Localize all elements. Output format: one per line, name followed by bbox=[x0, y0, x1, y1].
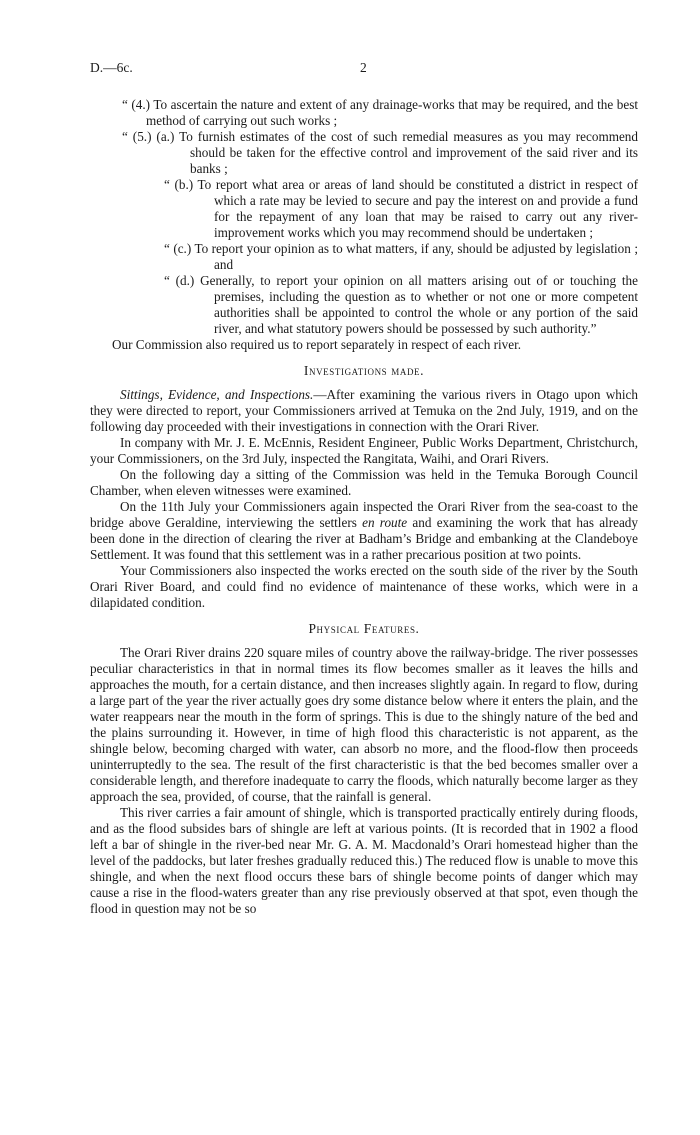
p4-text-start: On the 11th July your Commissioners again inspected the Orari River from the sea-coast to the bridge above Geraldine, interviewing the settlers bbox=[90, 499, 638, 530]
investigations-paragraph-1 bbox=[90, 387, 638, 435]
p4-text-end: and examining the work that has already been done in the direction of clearing the river at Badham’s Bridge and embanking at the Clandeboye Settlement. It was found that this settlement was in a rather precarious position at two points. bbox=[90, 515, 638, 562]
section-heading-physical-features: Physical Features. bbox=[308, 621, 420, 636]
physical-paragraph-2: This river carries a fair amount of shingle, which is transported practically entirely during floods, and as the flood subsides bars of shingle are left at various points. (It is recorded that in 1902 a flood left a bar of shingle in the river-bed near Mr. G. A. M. Macdonald’s Orari homestead higher than the level of the paddocks, but later freshes gradually reduced this.) The reduced flow is unable to move this shingle, and when the next flood occurs these bars of shingle become points of danger which may cause a rise in the flood-waters greater than any rise previously observed at that spot, even though the flood in question may not be so bbox=[90, 805, 638, 916]
investigations-paragraph-5: Your Commissioners also inspected the works erected on the south side of the river by the South Orari River Board, and could find no evidence of maintenance of these works, which were in a dilapidated condition. bbox=[90, 563, 638, 610]
terms-item-4: “ (4.) To ascertain the nature and extent of any drainage-works that may be required, and the best method of carrying out such works ; bbox=[122, 97, 638, 128]
p4-italic: en route bbox=[362, 515, 408, 530]
terms-closing: Our Commission also required us to report separately in respect of each river. bbox=[112, 337, 522, 352]
investigations-paragraph-2: In company with Mr. J. E. McEnnis, Resident Engineer, Public Works Department, Christchurch, your Commissioners, on the 3rd July, inspected the Rangitata, Waihi, and Orari Rivers. bbox=[90, 435, 638, 466]
sittings-label: Sittings, Evidence, and Inspections. bbox=[120, 387, 314, 402]
physical-paragraph-1: The Orari River drains 220 square miles of country above the railway-bridge. The river possesses peculiar characteristics in that in normal times its flow becomes smaller as it leaves the hills and approaches the mouth, for a certain distance, and then increases slightly again. In regard to flow, during a large part of the year the river actually goes dry some distance below where it enters the plain, and the water reappears near the mouth in the form of springs. This is due to the shingly nature of the bed and the plains surrounding it. However, in time of high flood this characteristic is not apparent, as the shingle below, becoming charged with water, can absorb no more, and the flood-flow then proceeds uninterruptedly to the sea. The result of the first characteristic is that the bed becomes smaller over a considerable length, and therefore inadequate to carry the floods, which naturally become larger as they approach the sea, provided, of course, that the rainfall is general. bbox=[90, 645, 638, 804]
page-number: 2 bbox=[360, 60, 367, 75]
page-header bbox=[90, 60, 638, 80]
investigations-paragraph-3: On the following day a sitting of the Commission was held in the Temuka Borough Council Chamber, when eleven witnesses were examined. bbox=[90, 467, 638, 498]
section-heading-investigations: Investigations made. bbox=[303, 363, 425, 378]
terms-item-5a: “ (5.) (a.) To furnish estimates of the cost of such remedial measures as you may recommend should be taken for the effective control and improvement of the said river and its banks ; bbox=[122, 129, 638, 176]
terms-item-5b: “ (b.) To report what area or areas of land should be constituted a district in respect of which a rate may be levied to secure and pay the interest on and provide a fund for the repayment of any loan that may be raised to carry out any river-improvement works which you may recommend should be undertaken ; bbox=[164, 177, 638, 240]
terms-item-5d: “ (d.) Generally, to report your opinion on all matters arising out of or touching the premises, including the question as to whether or not one or more competent authorities shall be appointed to control the whole or any portion of the said river, and what statutory powers should be possessed by such authority.” bbox=[164, 273, 638, 336]
terms-item-5c: “ (c.) To report your opinion as to what matters, if any, should be adjusted by legislation ; and bbox=[164, 241, 638, 272]
investigations-paragraph-4 bbox=[90, 499, 638, 563]
body-text bbox=[90, 97, 638, 917]
document-reference: D.—6c. bbox=[90, 60, 133, 75]
sittings-text: —After examining the various rivers in Otago upon which they were directed to report, your Commissioners arrived at Temuka on the 2nd July, 1919, and on the following day proceeded with their investigations in connection with the Orari River. bbox=[90, 387, 638, 434]
